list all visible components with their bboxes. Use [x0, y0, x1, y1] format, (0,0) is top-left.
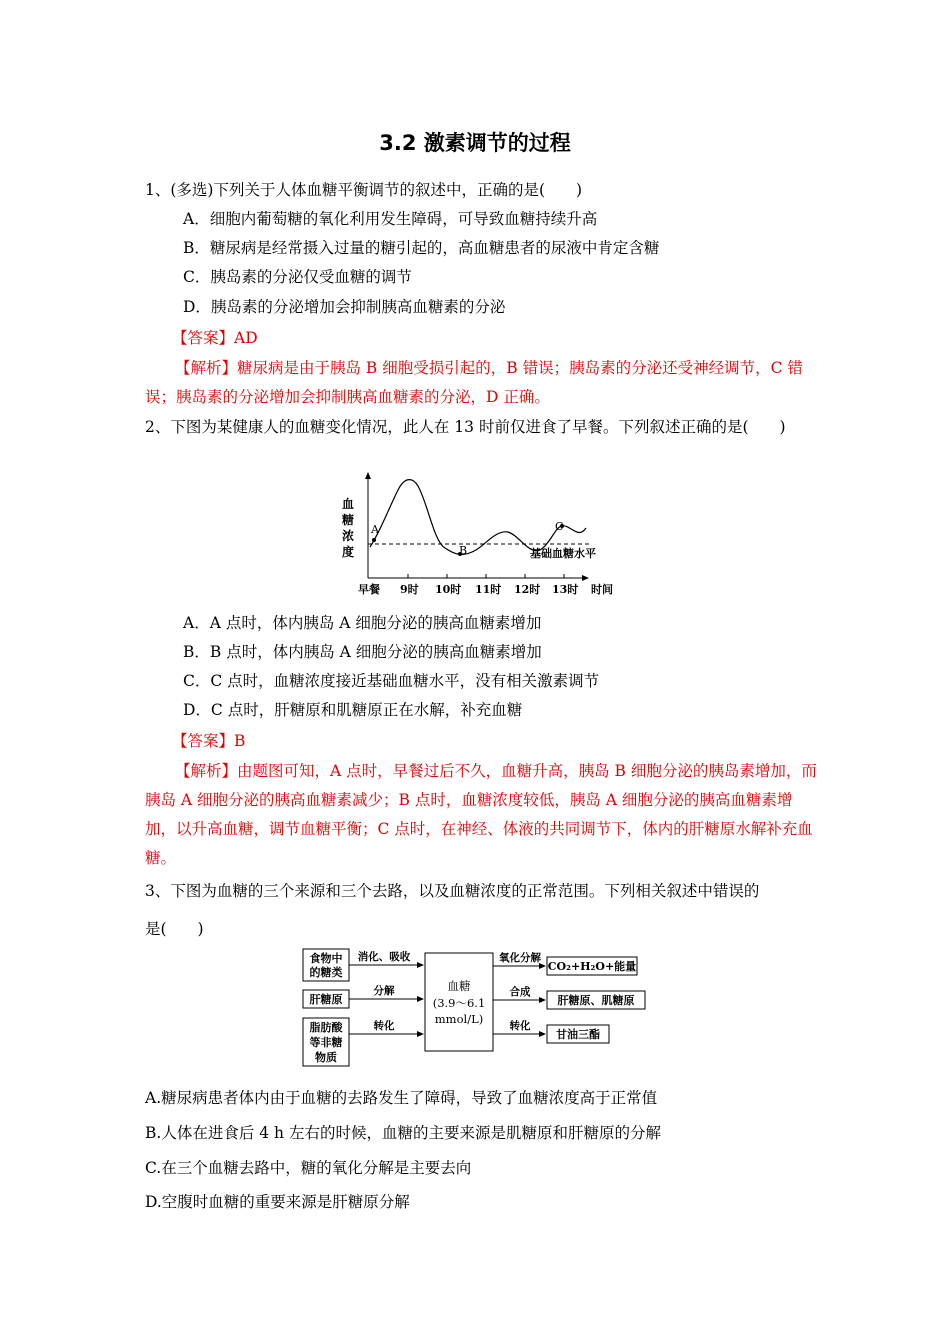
xtick-breakfast: 早餐: [358, 583, 380, 596]
sink-oxidation-label: CO₂+H₂O+能量: [547, 960, 637, 973]
arrow-convert-in-label: 转化: [373, 1020, 395, 1032]
center-line3: mmol/L): [434, 1012, 484, 1026]
source-food-line2: 的糖类: [309, 966, 343, 979]
q3-stem-line2: 是( ): [145, 920, 204, 938]
source-liver-glycogen-label: 肝糖原: [309, 993, 343, 1006]
center-line1: 血糖: [447, 979, 471, 993]
arrow-oxidize-label: 氧化分解: [499, 952, 541, 964]
xtick-12: 12时: [514, 583, 541, 596]
arrow-decompose-label: 分解: [373, 985, 395, 997]
q1-option-c: C．胰岛素的分泌仅受血糖的调节: [183, 268, 412, 286]
q2-analysis: 【解析】由题图可知，A 点时，早餐过后不久，血糖升高，胰岛 B 细胞分泌的胰岛素增加，而胰岛 A 细胞分泌的胰高血糖素减少；B 点时，血糖浓度较低，胰岛 A 细胞分泌的胰高血糖素增加，以升高血糖，调节血糖平衡；C 点时，在神经、体液的共同调节下，体内的肝糖原水解补充血糖。: [145, 762, 817, 867]
sink-triglyceride-label: 甘油三酯: [556, 1028, 600, 1041]
source-non-sugar-line1: 脂肪酸: [309, 1021, 343, 1034]
q2-answer: 【答案】B: [172, 732, 246, 750]
ylabel-char-4: 度: [342, 545, 355, 559]
q2-option-b: B．B 点时，体内胰岛 A 细胞分泌的胰高血糖素增加: [183, 643, 542, 661]
arrow-convert-out-label: 转化: [509, 1020, 531, 1032]
q3-option-c: C.在三个血糖去路中，糖的氧化分解是主要去向: [145, 1159, 472, 1177]
point-a-label: A: [371, 523, 379, 536]
q1-analysis: 【解析】糖尿病是由于胰岛 B 细胞受损引起的，B 错误；胰岛素的分泌还受神经调节，C 错误；胰岛素的分泌增加会抑制胰高血糖素的分泌，D 正确。: [145, 359, 803, 406]
baseline-label: 基础血糖水平: [530, 547, 596, 560]
xtick-11: 11时: [475, 583, 502, 596]
page-title: 3.2 激素调节的过程: [379, 131, 571, 155]
center-line2: (3.9～6.1: [432, 996, 486, 1010]
q3-option-a: A.糖尿病患者体内由于血糖的去路发生了障碍，导致了血糖浓度高于正常值: [145, 1089, 658, 1107]
source-non-sugar-line2: 等非糖: [309, 1036, 343, 1049]
q2-option-d: D．C 点时，肝糖原和肌糖原正在水解，补充血糖: [183, 701, 523, 719]
glucose-source-sink-diagram: [300, 945, 660, 1070]
xtick-10: 10时: [435, 583, 462, 596]
xtick-time: 时间: [591, 583, 613, 596]
ylabel-char-2: 糖: [342, 513, 355, 527]
source-food-line1: 食物中: [309, 952, 343, 965]
ylabel-char-3: 浓: [342, 529, 355, 543]
glucose-curve: [370, 480, 586, 555]
q1-option-b: B．糖尿病是经常摄入过量的糖引起的，高血糖患者的尿液中肯定含糖: [183, 239, 660, 257]
point-b-label: B: [459, 544, 468, 557]
arrow-digest-absorb-label: 消化、吸收: [357, 951, 411, 963]
q2-stem: 2、下图为某健康人的血糖变化情况，此人在 13 时前仅进食了早餐。下列叙述正确的是( ): [145, 418, 786, 436]
blood-glucose-curve-figure: [330, 470, 630, 600]
source-non-sugar-line3: 物质: [315, 1051, 337, 1064]
ylabel-char-1: 血: [342, 497, 355, 511]
q1-option-d: D．胰岛素的分泌增加会抑制胰高血糖素的分泌: [183, 298, 506, 316]
arrow-synthesize-label: 合成: [509, 986, 531, 998]
sink-glycogen-label: 肝糖原、肌糖原: [557, 994, 635, 1007]
point-a-marker: [372, 538, 376, 542]
xtick-13: 13时: [552, 583, 579, 596]
y-axis-arrow: [365, 472, 371, 479]
q3-stem-line1: 3、下图为血糖的三个来源和三个去路，以及血糖浓度的正常范围。下列相关叙述中错误的: [145, 882, 760, 900]
q1-stem: 1、(多选)下列关于人体血糖平衡调节的叙述中，正确的是( ): [145, 181, 583, 199]
point-c-label: C: [555, 520, 564, 533]
q3-option-d: D.空腹时血糖的重要来源是肝糖原分解: [145, 1193, 410, 1211]
q3-option-b: B.人体在进食后 4 h 左右的时候，血糖的主要来源是肌糖原和肝糖原的分解: [145, 1124, 661, 1142]
x-axis-arrow: [582, 575, 589, 581]
q2-option-c: C．C 点时，血糖浓度接近基础血糖水平，没有相关激素调节: [183, 672, 600, 690]
q1-answer: 【答案】AD: [172, 329, 258, 347]
q2-option-a: A．A 点时，体内胰岛 A 细胞分泌的胰高血糖素增加: [183, 614, 542, 632]
xtick-9: 9时: [400, 583, 419, 596]
q1-option-a: A．细胞内葡萄糖的氧化利用发生障碍，可导致血糖持续升高: [183, 210, 598, 228]
